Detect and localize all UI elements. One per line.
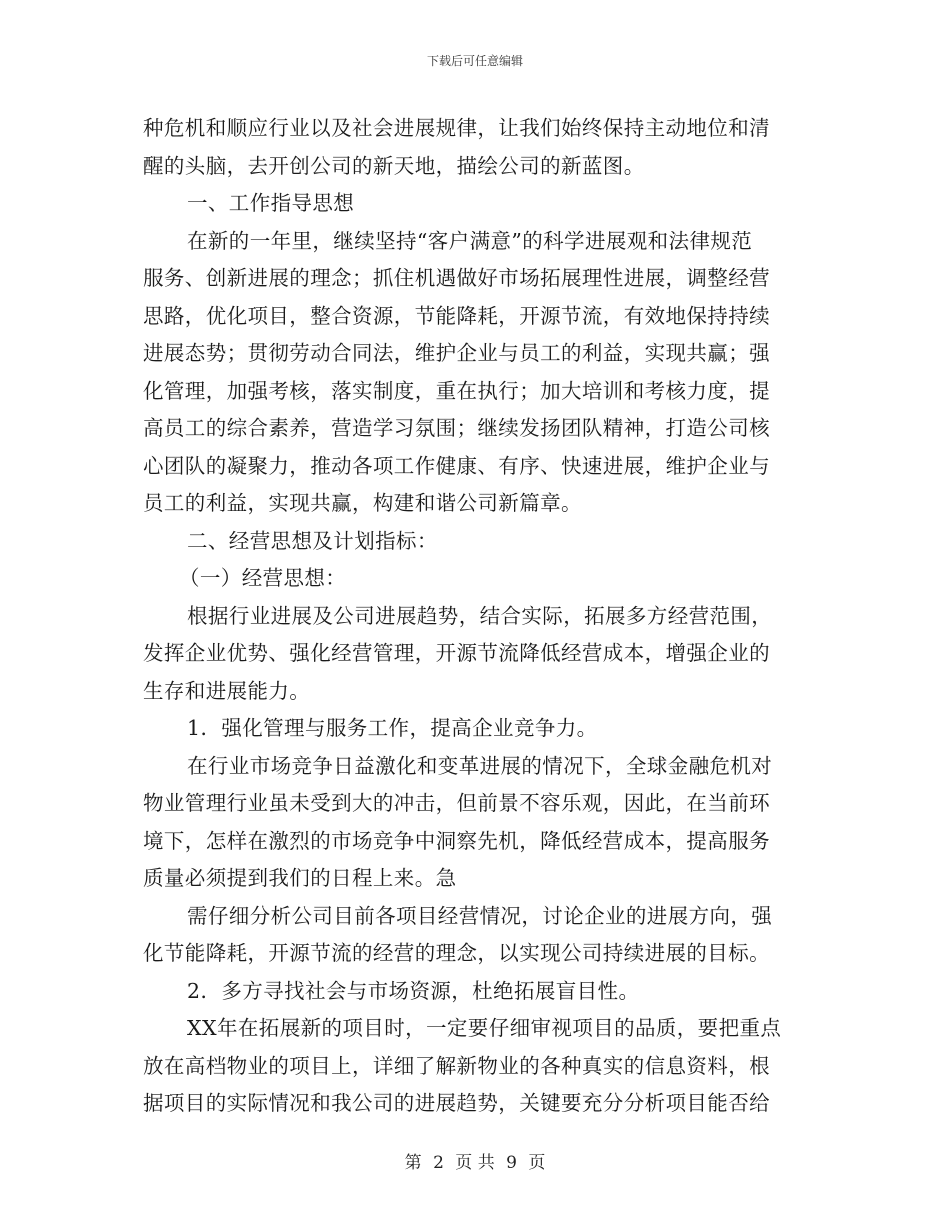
text-line: 生存和进展能力。 [143,678,311,703]
text-line: 服务、创新进展的理念；抓住机遇做好市场拓展理性进展，调整经营 [143,266,770,290]
text-line: 员工的利益，实现共赢，构建和谐公司新篇章。 [143,491,582,515]
text-line: 放在高档物业的项目上，详细了解新物业的各种真实的信息资料，根 [143,1053,770,1078]
paragraph-start: XX年在拓展新的项目时，一定要仔细审视项目的品质，要把重点 [187,1016,782,1040]
page-header: 下载后可任意编辑 [426,54,523,68]
numbered-heading: 2．多方寻找社会与市场资源，杜绝拓展盲目性。 [187,978,640,1003]
text-line: 化节能降耗，开源节流的经营的理念，以实现公司持续进展的目标。 [143,941,770,965]
text-line: 高员工的综合素养，营造学习氛围；继续发扬团队精神，打造公司核 [143,416,770,440]
paragraph-start: 根据行业进展及公司进展趋势，结合实际，拓展多方经营范围， [187,603,773,628]
numbered-heading: 1．强化管理与服务工作，提高企业竞争力。 [187,716,598,740]
paragraph-start: 需仔细分析公司目前各项目经营情况，讨论企业的进展方向，强 [187,903,773,928]
text-line: 境下，怎样在激烈的市场竞争中洞察先机，降低经营成本，提高服务 [143,828,770,853]
paragraph-start: 在新的一年里，继续坚持“客户满意”的科学进展观和法律规范 [187,228,753,253]
text-line: 物业管理行业虽未受到大的冲击，但前景不容乐观，因此，在当前环 [143,791,770,815]
text-line: 据项目的实际情况和我公司的进展趋势，关键要充分分析项目能否给 [143,1091,770,1115]
page-footer [0,1148,950,1173]
text-line: 发挥企业优势、强化经营管理，开源节流降低经营成本，增强企业的 [143,641,770,665]
subsection-heading: （一）经营思想： [179,566,347,590]
total-pages: 9 [506,1153,517,1173]
text-line: 醒的头脑，去开创公司的新天地，描绘公司的新蓝图。 [143,153,645,178]
text-line: 心团队的凝聚力，推动各项工作健康、有序、快速进展，维护企业与 [143,453,770,478]
text-line: 思路，优化项目，整合资源，节能降耗，开源节流，有效地保持持续 [143,303,770,328]
text-line: 种危机和顺应行业以及社会进展规律，让我们始终保持主动地位和清 [143,116,770,140]
footer-suffix: 页 [528,1153,546,1173]
document-body [143,110,808,1123]
page-number: 2 [433,1153,444,1173]
text-line: 进展态势；贯彻劳动合同法，维护企业与员工的利益，实现共赢；强 [143,341,770,365]
section-heading: 一、工作指导思想 [187,191,355,215]
text-line: 质量必须提到我们的日程上来。急 [143,866,457,890]
text-line: 化管理，加强考核，落实制度，重在执行；加大培训和考核力度，提 [143,378,770,403]
section-heading: 二、经营思想及计划指标： [187,528,438,553]
paragraph-start: 在行业市场竞争日益激化和变革进展的情况下，全球金融危机对 [187,753,773,778]
footer-middle: 页 共 [455,1153,495,1173]
footer-prefix: 第 [404,1153,422,1173]
